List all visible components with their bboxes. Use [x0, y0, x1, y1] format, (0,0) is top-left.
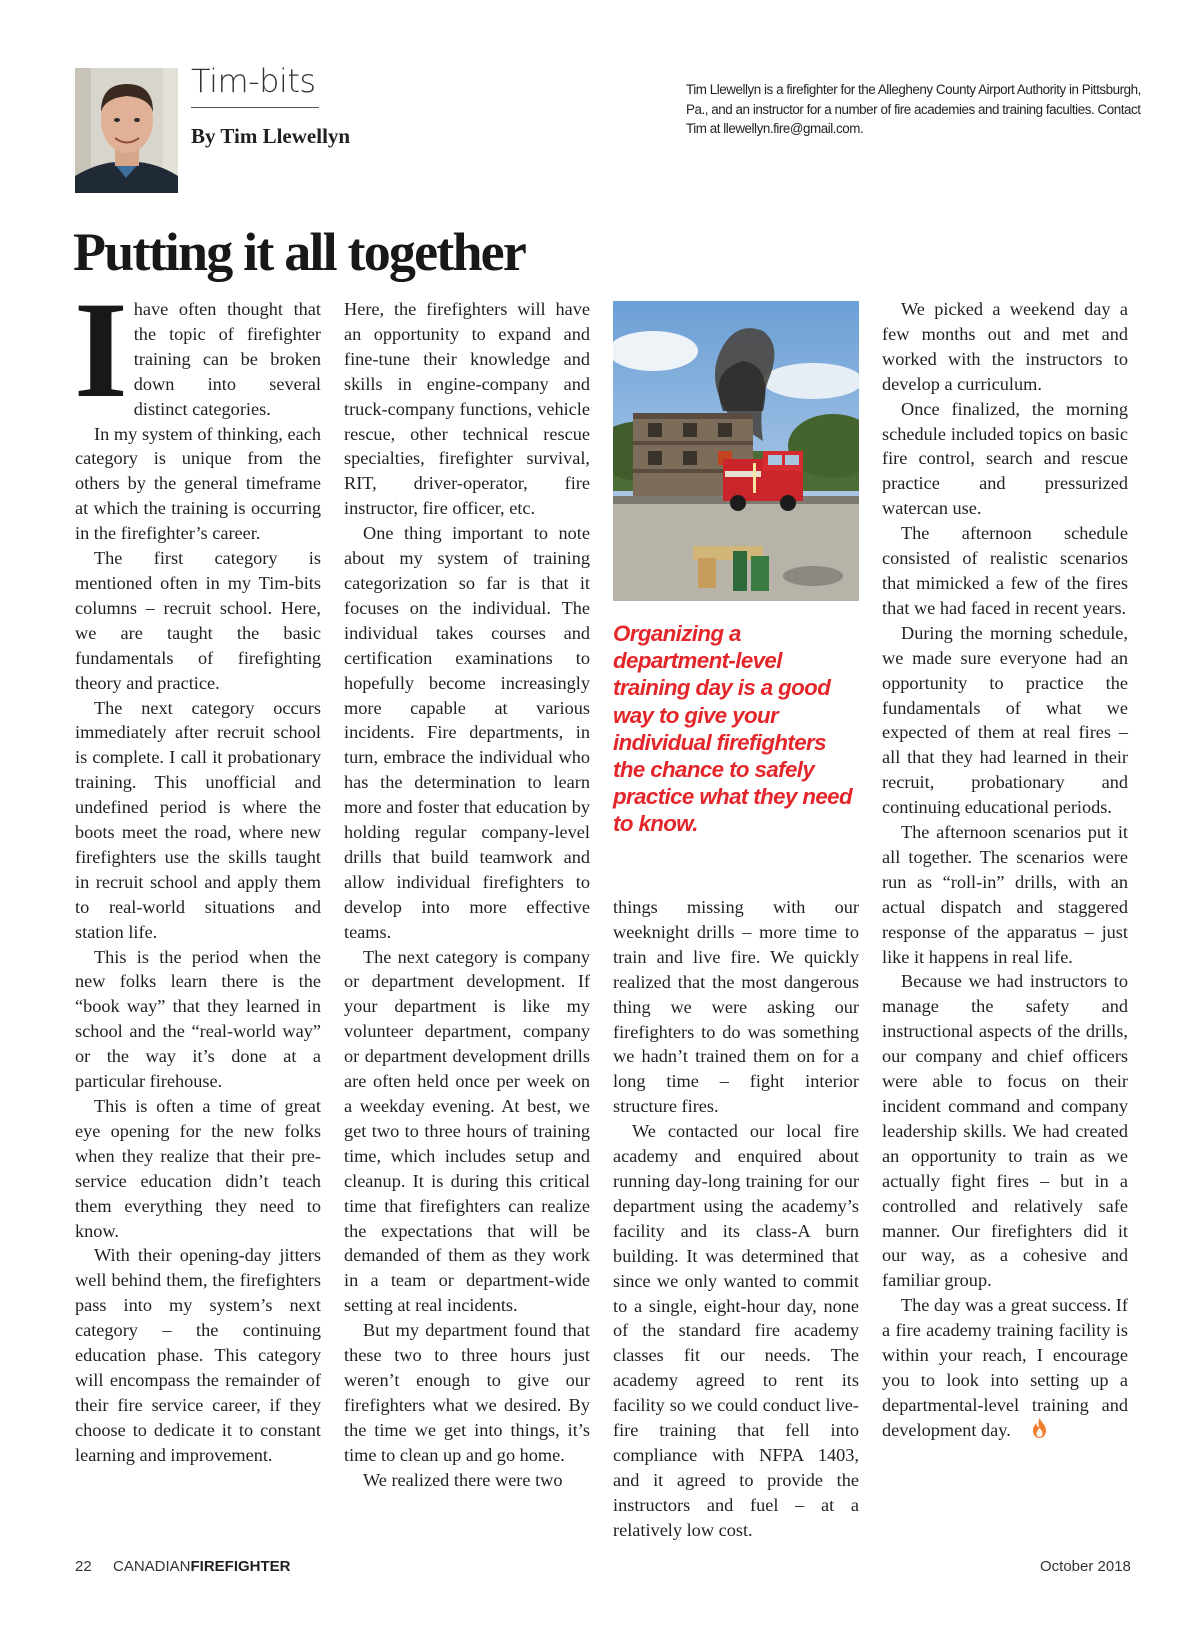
article-column-1: [74, 273, 321, 1468]
paragraph: This is often a time of great eye opening for the new folks when they realize that their pre-service education didn’t teach them everything they need to know.: [75, 1096, 321, 1241]
drop-cap: I: [74, 273, 128, 426]
author-photo: [75, 68, 178, 193]
paragraph: In my system of thinking, each category is unique from the others by the general timeframe at which the training is occurring in the firefighter’s career.: [75, 423, 321, 544]
paragraph: The next category occurs immediately after recruit school is complete. I call it probationary training. This unofficial and undefined period is where the boots meet the road, where new firefighters use the skills taught in recruit school and apply them to real-world situations and station life.: [75, 697, 321, 942]
paragraph: We contacted our local fire academy and enquired about running day-long training for our department using the academy’s facility and its class-A burn building. It was determined that since we only wanted to commit to a single, eight-hour day, none of the standard fire academy classes fit our needs. The academy agreed to rent its facility so we could conduct live-fire training that fell into compliance with NFPA 1403, and it agreed to provide the instructors and fuel – at a relatively low cost.: [613, 1121, 859, 1540]
flame-icon: [1013, 1418, 1028, 1438]
paragraph: During the morning schedule, we made sure everyone had an opportunity to practice the fundamentals of what we expected of them at real fires – all that they had learned in their recruit, probationary and continuing educational periods.: [882, 622, 1128, 818]
paragraph: Once finalized, the morning schedule included topics on basic fire control, search and rescue practice and pressurized watercan use.: [882, 398, 1128, 519]
paragraph: With their opening-day jitters well behind them, the firefighters pass into my system’s next category – the continuing education phase. This category will encompass the remainder of their fire service career, if they choose to dedicate it to constant learning and improvement.: [75, 1245, 321, 1465]
fire-training-photo: [613, 301, 859, 601]
paragraph: Ihave often thought that the topic of firefighter training can be broken down into several distinct categories.: [74, 273, 321, 426]
paragraph: One thing important to note about my system of training categorization so far is that it focuses on the individual. The individual takes courses and certification examinations to hopefully become increasingly more capable at various incidents. Fire departments, in turn, embrace the individual who has the determination to learn more and foster that education by holding regular company-level drills that build teamwork and allow individual firefighters to develop into more effective teams.: [344, 523, 590, 942]
column-name-rule: [191, 107, 319, 108]
page-number: 22: [75, 1558, 92, 1575]
paragraph: The day was a great success. If a fire academy training facility is within your reach, I encourage you to look into setting up a departmental-level training and development day.: [882, 1295, 1128, 1440]
paragraph: The first category is mentioned often in my Tim-bits columns – recruit school. Here, we are taught the basic fundamentals of firefighting theory and practice.: [75, 548, 321, 693]
byline: By Tim Llewellyn: [191, 124, 351, 148]
column-name: Tim-bits: [191, 62, 316, 100]
headline: Putting it all together: [73, 222, 526, 282]
paragraph: But my department found that these two to three hours just weren’t enough to give our firefighters what we desired. By the time we get into things, it’s time to clean up and go home.: [344, 1320, 590, 1465]
article-column-2: [344, 297, 590, 1493]
pull-quote: Organizing a department-level training day is a good way to give your individual firefighters the chance to safely practice what they need to know.: [613, 621, 852, 837]
paragraph: The afternoon schedule consisted of realistic scenarios that mimicked a few of the fires that we had faced in recent years.: [882, 523, 1128, 618]
paragraph: Because we had instructors to manage the safety and instructional aspects of the drills, our company and chief officers were able to focus on their incident command and company leadership skills. We had created an opportunity to train as we actually fight fires – but in a controlled and relatively safe manner. Our firefighters did it our way, as a cohesive and familiar group.: [882, 971, 1128, 1291]
author-bio: Tim Llewellyn is a firefighter for the Allegheny County Airport Authority in Pittsburgh, Pa., and an instructor for a number of fire academies and training faculties. Contact Tim at llewellyn.fire@gmail.com.: [686, 82, 1141, 136]
paragraph: Here, the firefighters will have an opportunity to expand and fine-tune their knowledge and skills in engine-company and truck-company functions, vehicle rescue, other technical rescue specialties, firefighter survival, RIT, driver-operator, fire instructor, fire officer, etc.: [344, 299, 590, 519]
issue-date: October 2018: [1040, 1558, 1131, 1575]
paragraph: The next category is company or department development. If your department is like my volunteer department, company or department development drills are often held once per week on a weekday evening. At best, we get two to three hours of training time, which includes setup and cleanup. It is during this critical time that firefighters can realize the expectations that will be demanded of them as they work in a team or department-wide setting at real incidents.: [344, 946, 590, 1316]
article-column-4: [882, 297, 1128, 1443]
paragraph: We picked a weekend day a few months out and met and worked with the instructors to develop a curriculum.: [882, 299, 1128, 394]
article-column-3: [613, 895, 859, 1543]
paragraph: This is the period when the new folks learn there is the “book way” that they learned in school and the “real-world way” or the way it’s done at a particular firehouse.: [75, 946, 321, 1092]
paragraph: We realized there were two: [363, 1469, 563, 1490]
magazine-name: CANADIANFIREFIGHTER: [113, 1558, 291, 1575]
paragraph: The afternoon scenarios put it all together. The scenarios were run as “roll-in” drills, with an actual dispatch and staggered response of the apparatus – just like it happens in real life.: [882, 822, 1128, 967]
paragraph: things missing with our weeknight drills – more time to train and live fire. We quickly realized that the most dangerous thing we were asking our firefighters to do was something we hadn’t trained them on for a long time – fight interior structure fires.: [613, 897, 859, 1117]
